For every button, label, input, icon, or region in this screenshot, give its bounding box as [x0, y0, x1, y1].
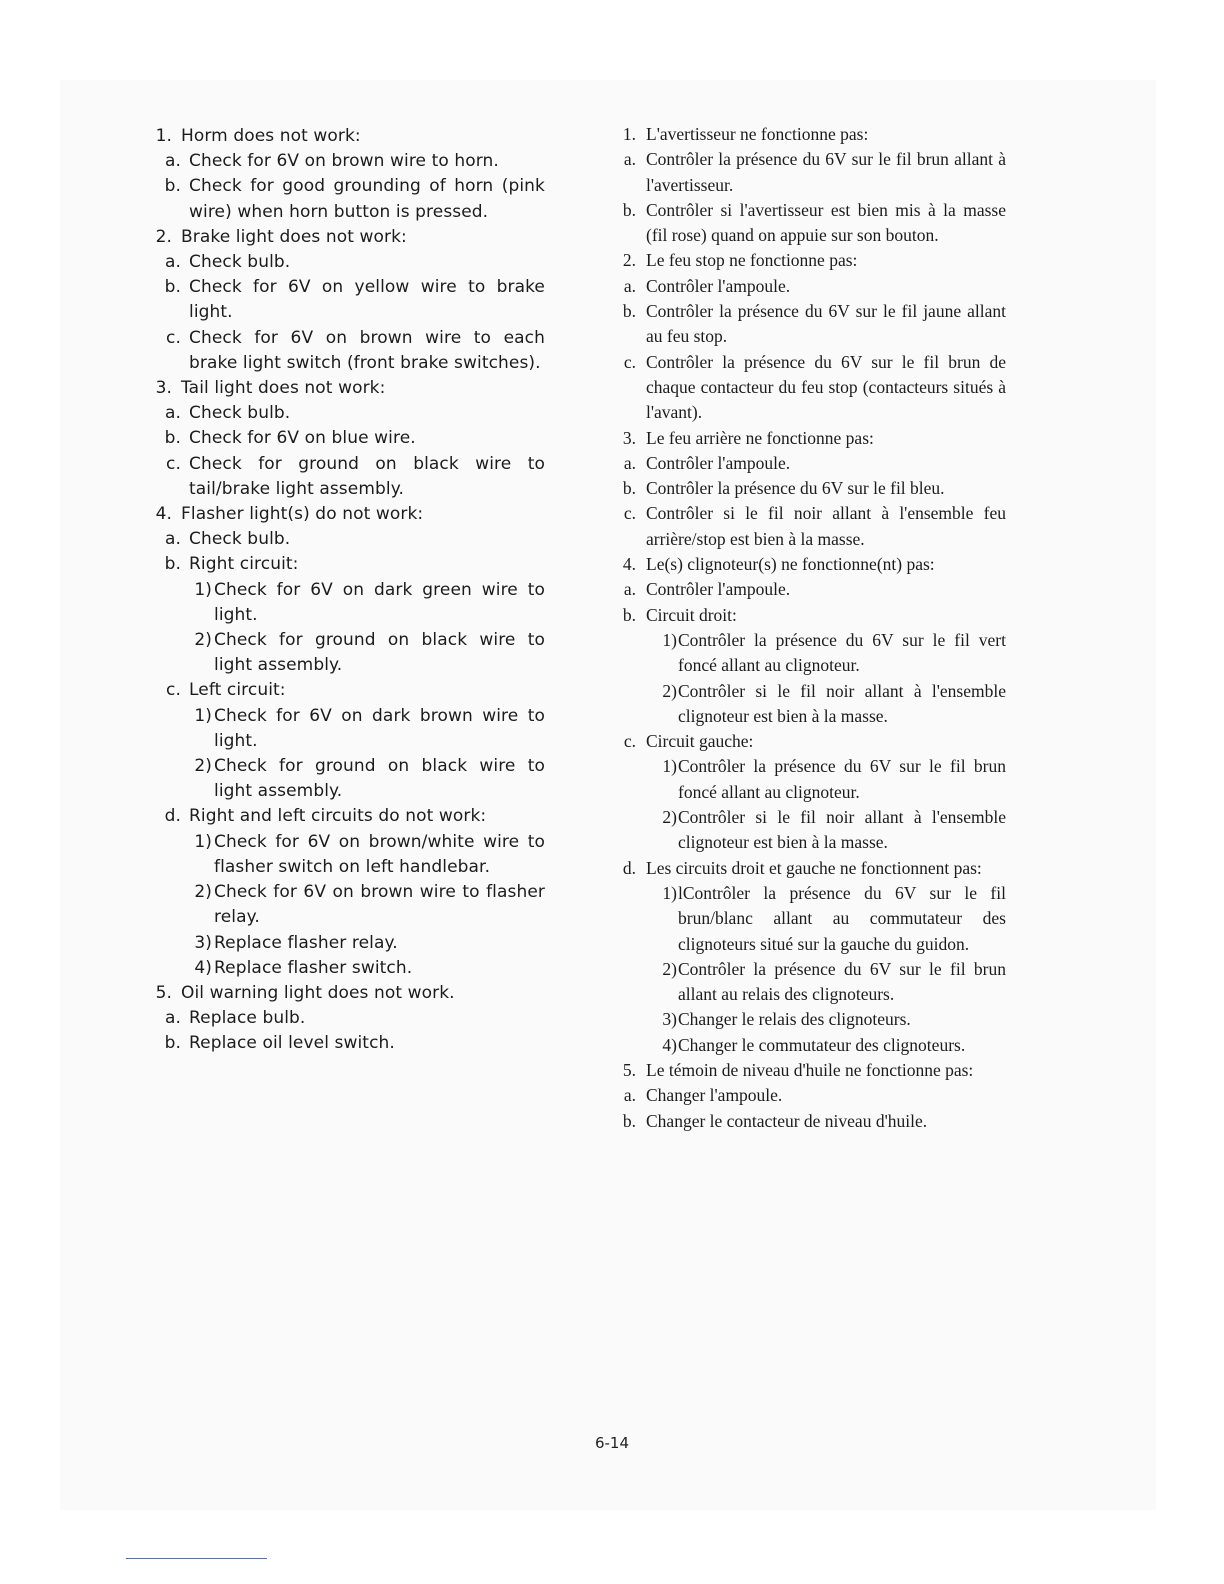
item-text: Flasher light(s) do not work:	[181, 504, 424, 525]
item-text: Check for 6V on dark brown wire to light.	[214, 705, 545, 751]
english-list-item	[155, 981, 545, 1006]
item-text: Contrôler la présence du 6V sur le fil brun de chaque contacteur du feu stop (contacteurs situés à l'avant).	[646, 351, 1006, 423]
item-marker: c.	[166, 453, 181, 474]
item-marker: 1)	[194, 831, 212, 852]
item-marker: 4.	[622, 554, 636, 575]
french-list-item	[618, 628, 1006, 679]
item-text: Right circuit:	[189, 554, 299, 575]
item-marker: a.	[164, 252, 181, 273]
french-list-item	[618, 274, 1006, 299]
english-list-item	[155, 880, 545, 930]
item-marker: a.	[164, 529, 181, 550]
item-marker: 3)	[662, 1009, 677, 1030]
french-list-item	[618, 1033, 1006, 1058]
item-text: Check for 6V on brown wire to flasher relay.	[214, 882, 545, 928]
item-text: Oil warning light does not work.	[181, 982, 455, 1003]
item-text: Les circuits droit et gauche ne fonctionnent pas:	[646, 857, 982, 878]
item-marker: a.	[623, 275, 636, 296]
item-text: Circuit gauche:	[646, 731, 754, 752]
english-list-item	[155, 225, 545, 250]
item-marker: a.	[164, 403, 181, 424]
item-text: Le feu arrière ne fonctionne pas:	[646, 427, 874, 448]
item-text: Contrôler la présence du 6V sur le fil brun foncé allant au clignoteur.	[678, 756, 1006, 802]
item-marker: 1.	[622, 124, 636, 144]
english-list-item	[155, 326, 545, 376]
english-list-item	[155, 830, 545, 880]
item-text: Check bulb.	[189, 529, 291, 550]
french-list-item	[618, 299, 1006, 350]
item-marker: a.	[623, 579, 636, 600]
french-list-item	[618, 350, 1006, 426]
item-text: Replace flasher switch.	[214, 957, 413, 978]
item-marker: 4)	[662, 1034, 677, 1055]
item-text: Contrôler si le fil noir allant à l'ensemble clignoteur est bien à la masse.	[678, 807, 1006, 853]
item-marker: 2)	[662, 807, 677, 828]
item-marker: 3.	[622, 427, 636, 448]
item-marker: 1)	[662, 756, 677, 777]
french-list-item	[618, 1083, 1006, 1108]
french-list-item	[618, 147, 1006, 198]
french-list-item	[618, 1007, 1006, 1032]
french-list-item	[618, 1058, 1006, 1083]
item-text: Check for 6V on brown/white wire to flasher switch on left handlebar.	[214, 831, 545, 877]
item-marker: 3)	[194, 932, 212, 953]
english-list-item	[155, 628, 545, 678]
item-marker: c.	[623, 351, 636, 372]
item-text: Changer l'ampoule.	[646, 1085, 783, 1106]
item-text: Changer le contacteur de niveau d'huile.	[646, 1110, 928, 1131]
item-text: Replace flasher relay.	[214, 932, 398, 953]
item-text: Tail light does not work:	[181, 378, 386, 399]
item-marker: b.	[622, 478, 636, 499]
item-text: Contrôler la présence du 6V sur le fil bleu.	[646, 478, 945, 499]
item-text: Contrôler la présence du 6V sur le fil brun allant au relais des clignoteurs.	[678, 958, 1006, 1005]
french-list-item	[618, 1109, 1006, 1134]
item-text: Contrôler l'ampoule.	[646, 275, 791, 296]
item-marker: 5.	[622, 1059, 636, 1080]
item-text: Changer le relais des clignoteurs.	[678, 1009, 911, 1030]
item-marker: 4)	[194, 957, 212, 978]
item-marker: b.	[622, 604, 636, 625]
french-list-item	[618, 198, 1006, 249]
french-list-item	[618, 426, 1006, 451]
item-marker: c.	[166, 327, 181, 348]
french-list-item	[618, 881, 1006, 957]
item-text: Contrôler si l'avertisseur est bien mis à la masse (fil rose) quand on appuie sur son bouton.	[646, 199, 1006, 246]
english-list-item	[155, 552, 545, 577]
french-list-item	[618, 729, 1006, 754]
item-marker: b.	[164, 428, 181, 449]
item-text: Check for ground on black wire to tail/brake light assembly.	[189, 453, 545, 499]
item-text: Left circuit:	[189, 680, 286, 701]
item-marker: 2)	[194, 756, 212, 777]
item-marker: 2)	[662, 680, 677, 701]
item-marker: b.	[164, 554, 181, 575]
english-list-item	[155, 527, 545, 552]
item-text: Check bulb.	[189, 252, 291, 273]
english-list-item	[155, 804, 545, 829]
item-text: lContrôler la présence du 6V sur le fil brun/blanc allant au commutateur des clignoteurs situé sur la gauche du guidon.	[678, 882, 1006, 954]
english-list-item	[155, 502, 545, 527]
english-list-item	[155, 250, 545, 275]
item-text: Right and left circuits do not work:	[189, 806, 487, 827]
item-marker: a.	[623, 1085, 636, 1106]
item-marker: b.	[622, 199, 636, 220]
english-list-item	[155, 1031, 545, 1056]
item-text: Brake light does not work:	[181, 226, 407, 247]
item-marker: 4.	[155, 504, 172, 525]
item-marker: c.	[166, 680, 181, 701]
item-marker: a.	[164, 151, 181, 172]
item-marker: 2.	[622, 250, 636, 271]
item-text: Le feu stop ne fonctionne pas:	[646, 250, 858, 271]
item-marker: 2)	[194, 882, 212, 903]
item-text: Le(s) clignoteur(s) ne fonctionne(nt) pas:	[646, 554, 935, 575]
item-text: Check for 6V on yellow wire to brake light.	[189, 277, 545, 323]
item-marker: d.	[622, 857, 636, 878]
item-text: Contrôler la présence du 6V sur le fil brun allant à l'avertisseur.	[646, 149, 1006, 195]
item-marker: 3.	[155, 378, 172, 399]
french-list-item	[618, 957, 1006, 1008]
english-column	[155, 124, 545, 1057]
english-list-item	[155, 931, 545, 956]
item-marker: c.	[623, 503, 636, 524]
item-marker: 1)	[662, 629, 677, 650]
item-text: Circuit droit:	[646, 604, 737, 625]
item-text: Check for 6V on dark green wire to light.	[214, 579, 545, 625]
item-text: Contrôler si le fil noir allant à l'ensemble clignoteur est bien à la masse.	[678, 680, 1006, 726]
item-marker: b.	[164, 1033, 181, 1054]
item-text: Contrôler l'ampoule.	[646, 579, 791, 600]
item-text: Le témoin de niveau d'huile ne fonctionne pas:	[646, 1059, 974, 1080]
french-list-item	[618, 501, 1006, 552]
item-text: Check for 6V on brown wire to horn.	[189, 151, 499, 172]
item-text: Check for ground on black wire to light assembly.	[214, 630, 545, 676]
french-list-item	[618, 679, 1006, 730]
item-marker: b.	[622, 1110, 636, 1131]
item-text: Contrôler la présence du 6V sur le fil vert foncé allant au clignoteur.	[678, 629, 1006, 676]
item-marker: a.	[623, 149, 636, 170]
footer-link-underline	[126, 1558, 267, 1559]
item-marker: 1)	[194, 705, 212, 726]
item-text: Contrôler l'ampoule.	[646, 452, 791, 473]
item-text: Check for 6V on brown wire to each brake light switch (front brake switches).	[189, 327, 545, 373]
item-text: Check for ground on black wire to light assembly.	[214, 756, 545, 802]
item-marker: c.	[623, 731, 636, 752]
french-list-item	[618, 248, 1006, 273]
item-marker: b.	[164, 176, 181, 197]
item-marker: a.	[164, 1008, 181, 1029]
english-list-item	[155, 401, 545, 426]
item-marker: b.	[164, 277, 181, 298]
french-list-item	[618, 122, 1006, 147]
item-text: Check for good grounding of horn (pink wire) when horn button is pressed.	[189, 176, 545, 222]
item-text: Replace bulb.	[189, 1008, 306, 1029]
french-list-item	[618, 476, 1006, 501]
item-text: L'avertisseur ne fonctionne pas:	[646, 124, 869, 144]
item-text: Contrôler si le fil noir allant à l'ensemble feu arrière/stop est bien à la masse.	[646, 503, 1006, 549]
french-list-item	[618, 451, 1006, 476]
item-text: Check for 6V on blue wire.	[189, 428, 416, 449]
item-marker: 5.	[155, 982, 172, 1003]
item-marker: a.	[623, 452, 636, 473]
english-list-item	[155, 452, 545, 502]
item-marker: d.	[164, 806, 181, 827]
item-marker: 1)	[662, 882, 677, 903]
english-list-item	[155, 376, 545, 401]
page-number: 6-14	[594, 1434, 630, 1452]
french-list-item	[618, 577, 1006, 602]
item-text: Check bulb.	[189, 403, 291, 424]
item-marker: 2)	[194, 630, 212, 651]
item-text: Contrôler la présence du 6V sur le fil jaune allant au feu stop.	[646, 301, 1006, 347]
french-list-item	[618, 603, 1006, 628]
item-text: Replace oil level switch.	[189, 1033, 395, 1054]
english-list-item	[155, 578, 545, 628]
french-list-item	[618, 856, 1006, 881]
french-list-item	[618, 754, 1006, 805]
french-list-item	[618, 552, 1006, 577]
english-list-item	[155, 275, 545, 325]
english-list-item	[155, 174, 545, 224]
french-list-item	[618, 805, 1006, 856]
english-list-item	[155, 678, 545, 703]
item-marker: 1.	[155, 126, 172, 146]
english-list-item	[155, 149, 545, 174]
english-list-item	[155, 426, 545, 451]
item-text: Horm does not work:	[181, 126, 361, 146]
english-list-item	[155, 124, 545, 149]
english-list-item	[155, 704, 545, 754]
item-marker: 2)	[662, 958, 677, 979]
english-list-item	[155, 956, 545, 981]
item-marker: b.	[622, 301, 636, 322]
item-marker: 2.	[155, 226, 172, 247]
item-marker: 1)	[194, 579, 212, 600]
item-text: Changer le commutateur des clignoteurs.	[678, 1034, 966, 1055]
french-column	[618, 122, 1006, 1134]
english-list-item	[155, 1006, 545, 1031]
english-list-item	[155, 754, 545, 804]
